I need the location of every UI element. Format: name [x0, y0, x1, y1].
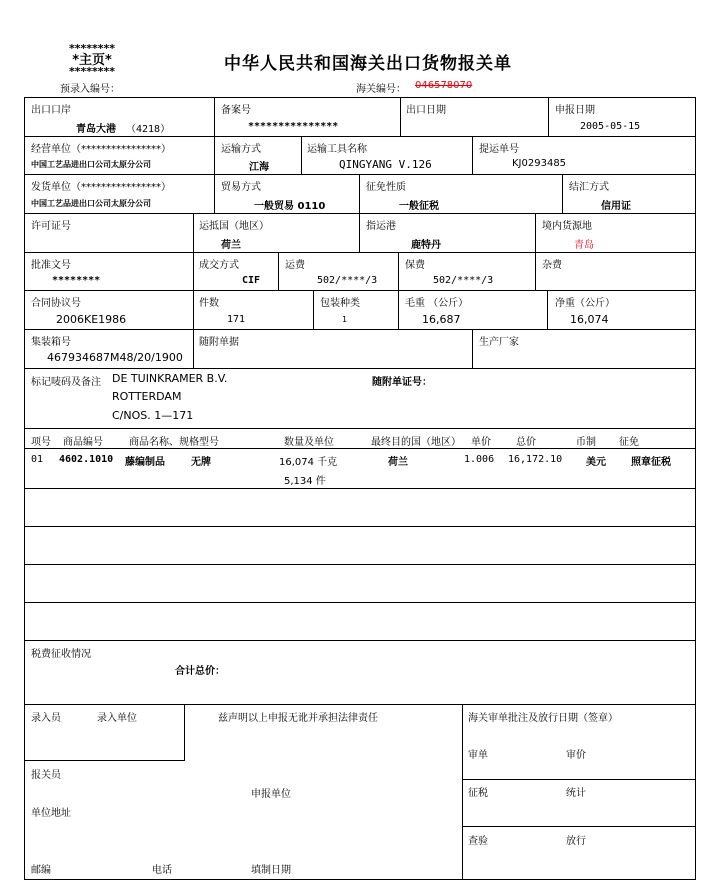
source-value: 青岛 — [574, 240, 594, 251]
exit-port-label: 出口口岸 — [31, 105, 71, 116]
deal-label: 成交方式 — [199, 260, 239, 271]
approval-value: ******** — [52, 275, 101, 286]
pieces-label: 件数 — [199, 298, 219, 309]
container-value: 467934687M48/20/1900 — [47, 351, 183, 364]
declare-unit-label: 申报单位 — [251, 789, 291, 800]
item-name: 藤编制品 — [125, 457, 165, 468]
page-title: 中华人民共和国海关出口货物报关单 — [224, 54, 512, 74]
statement-text: 兹声明以上申报无讹并承担法律责任 — [218, 713, 378, 724]
item-levy: 照章征税 — [631, 457, 671, 468]
col-no: 项号 — [31, 437, 51, 448]
cert-label: 随附单证号： — [372, 377, 432, 388]
freight-value: 502/****/3 — [317, 275, 378, 286]
license-label: 许可证号 — [31, 221, 71, 232]
declare-date-value: 2005-05-15 — [580, 121, 641, 132]
insurance-label: 保费 — [405, 260, 425, 271]
bl-value: KJ0293485 — [512, 158, 567, 169]
total-label: 合计总价： — [175, 666, 225, 677]
approval-title: 海关审单批注及放行日期（签章） — [468, 713, 618, 724]
col-name: 商品名称、规格型号 — [129, 437, 219, 448]
maker-label: 生产厂家 — [479, 337, 519, 348]
record-no-label: 备案号 — [221, 105, 251, 116]
operator-label: 经营单位（****************） — [31, 144, 171, 155]
misc-label: 杂费 — [542, 260, 562, 271]
port-value: 鹿特丹 — [411, 240, 441, 251]
item-dest: 荷兰 — [388, 457, 408, 468]
vehicle-value: QINGYANG V.126 — [339, 158, 432, 171]
release-label: 放行 — [566, 836, 586, 847]
customs-no-value: 046578070 — [415, 80, 473, 91]
stamp-bottom: ******** — [68, 65, 116, 78]
col-code: 商品编号 — [63, 437, 103, 448]
item-unit-price: 1.006 — [464, 454, 495, 465]
vehicle-label: 运输工具名称 — [307, 144, 367, 155]
col-currency: 币制 — [576, 437, 596, 448]
item-total: 16,172.10 — [508, 454, 563, 465]
shipper-label: 发货单位（****************） — [31, 182, 171, 193]
col-levy: 征免 — [619, 437, 639, 448]
pack-value: 1 — [342, 315, 347, 324]
marks-line2: ROTTERDAM — [112, 390, 182, 403]
record-no-value: *************** — [248, 121, 339, 132]
port-label: 指运港 — [366, 221, 396, 232]
marks-label: 标记唛码及备注 — [31, 377, 101, 388]
inspect-label: 查验 — [468, 836, 488, 847]
net-label: 净重（公斤） — [555, 298, 615, 309]
gross-label: 毛重 （公斤） — [405, 298, 469, 309]
tax-label: 税费征收情况 — [31, 649, 91, 660]
fill-date-label: 填制日期 — [251, 865, 291, 876]
declarer-label: 报关员 — [31, 770, 61, 781]
insurance-value: 502/****/3 — [433, 275, 494, 286]
shipper-value: 中国工艺品进出口公司太原分公司 — [31, 199, 151, 208]
settle-value: 信用证 — [601, 201, 631, 212]
source-label: 境内货源地 — [542, 221, 592, 232]
address-label: 单位地址 — [31, 808, 71, 819]
item-code: 4602.1010 — [59, 454, 114, 465]
marks-line1: DE TUINKRAMER B.V. — [112, 372, 228, 385]
item-brand: 无牌 — [191, 457, 211, 468]
exit-port-value: 青岛大港 — [76, 124, 116, 135]
marks-line3: C/NOS. 1—171 — [112, 409, 194, 422]
settle-label: 结汇方式 — [569, 182, 609, 193]
phone-label: 电话 — [152, 865, 172, 876]
main-page-stamp — [52, 44, 132, 77]
levy-value: 一般征税 — [399, 201, 439, 212]
exit-date-label: 出口日期 — [406, 105, 446, 116]
col-dest: 最终目的国（地区） — [371, 437, 461, 448]
transport-label: 运输方式 — [221, 144, 261, 155]
stats-label: 统计 — [566, 788, 586, 799]
declare-date-label: 申报日期 — [555, 105, 595, 116]
stamp-mid: *主页* — [72, 53, 112, 68]
pre-entry-label: 预录入编号： — [60, 84, 120, 95]
net-value: 16,074 — [570, 313, 609, 326]
customs-no-label: 海关编号： — [356, 84, 406, 95]
price-review-label: 审价 — [566, 750, 586, 761]
item-qty1: 16,074 千克 — [279, 457, 338, 468]
stamp-top: ******** — [68, 42, 116, 55]
col-unit-price: 单价 — [471, 437, 491, 448]
bl-label: 提运单号 — [479, 144, 519, 155]
contract-label: 合同协议号 — [31, 298, 81, 309]
container-label: 集装箱号 — [31, 337, 71, 348]
levy-tax-label: 征税 — [468, 788, 488, 799]
levy-label: 征免性质 — [366, 182, 406, 193]
dest-country-label: 运抵国（地区） — [199, 221, 269, 232]
col-qty: 数量及单位 — [284, 437, 334, 448]
pack-label: 包装种类 — [320, 298, 360, 309]
freight-label: 运费 — [285, 260, 305, 271]
deal-value: CIF — [242, 275, 261, 286]
review-label: 审单 — [468, 750, 488, 761]
entry-clerk-label: 录入员 — [31, 713, 61, 724]
docs-label: 随附单据 — [199, 337, 239, 348]
postcode-label: 邮编 — [31, 865, 51, 876]
pieces-value: 171 — [227, 314, 246, 325]
item-no: 01 — [31, 454, 44, 465]
item-qty2: 5,134 件 — [284, 476, 326, 487]
trade-label: 贸易方式 — [221, 182, 261, 193]
contract-value: 2006KE1986 — [56, 313, 127, 326]
operator-value: 中国工艺品进出口公司太原分公司 — [31, 160, 151, 169]
exit-port-code: （4218） — [126, 124, 171, 135]
item-currency: 美元 — [586, 457, 606, 468]
transport-value: 江海 — [249, 162, 269, 173]
trade-value: 一般贸易 0110 — [254, 201, 326, 212]
entry-unit-label: 录入单位 — [97, 713, 137, 724]
approval-label: 批准文号 — [31, 260, 71, 271]
col-total: 总价 — [516, 437, 536, 448]
gross-value: 16,687 — [422, 313, 461, 326]
dest-country-value: 荷兰 — [221, 240, 241, 251]
